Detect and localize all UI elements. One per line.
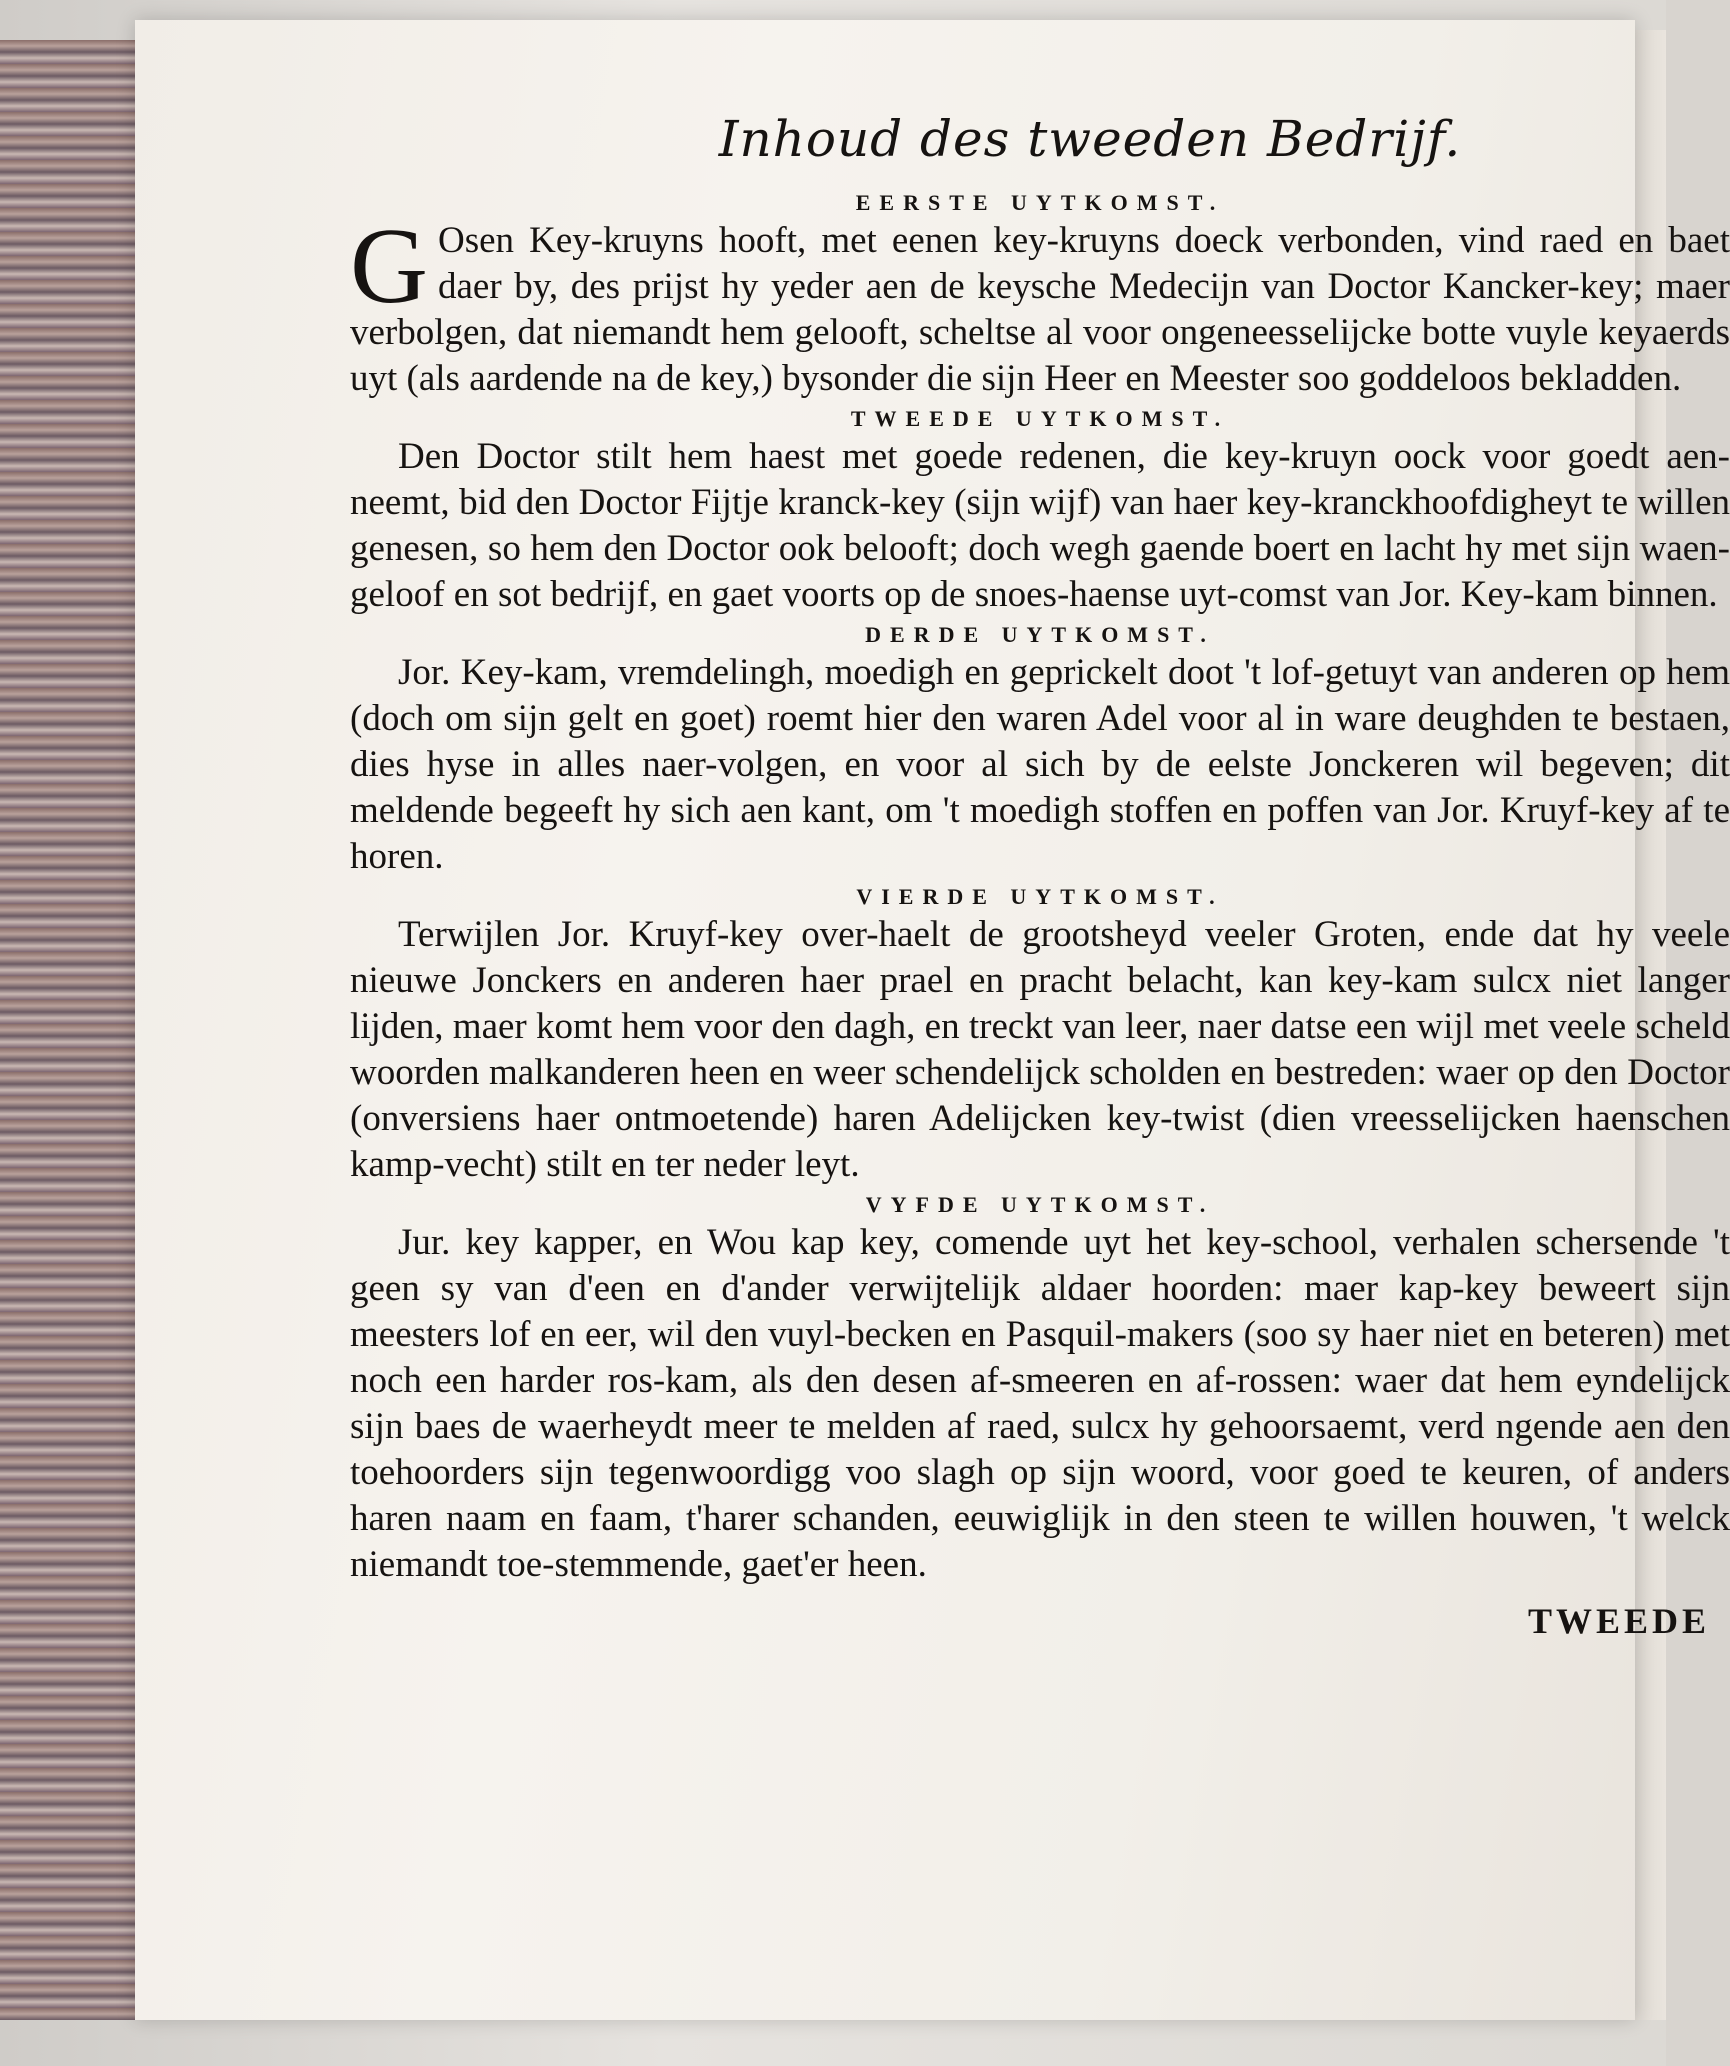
section-4 (350, 882, 1730, 1188)
drop-cap: G (350, 207, 428, 326)
section-heading: TWEEDE UYTKOMST. (850, 406, 1230, 431)
section-heading: VYFDE UYTKOMST. (865, 1192, 1215, 1217)
section-body: Osen Key-kruyns hooft, met eenen key-kruyns doeck verbonden, vind raed en baet daer by, des prijst hy yeder aen de keysche Medecijn van Doctor Kancker-key; maer verbolgen, dat niemandt hem gelooft, scheltse al voor ongeneesselijcke botte vuyle keyaerds uyt (als aardende na de key,) bysonder die sijn Heer en Meester soo goddeloos bekladden. (350, 220, 1730, 399)
section-heading: DERDE UYTKOMST. (865, 622, 1215, 647)
section-text: Den Doctor stilt hem haest met goede redenen, die key-kruyn oock voor goedt aen-neemt, bid den Doctor Fijtje kranck-key (sijn wijf) van haer key-kranckhoofdigheyt te willen genesen, so hem den Doctor ook belooft; doch wegh gaende boert en lacht hy met sijn waen-geloof en sot bedrijf, en gaet voorts op de snoes-haense uyt-comst van Jor. Key-kam binnen. (350, 436, 1730, 615)
section-2 (350, 404, 1730, 618)
section-5 (350, 1190, 1730, 1588)
catchword: TWEEDE (1527, 1601, 1710, 1641)
section-1 (350, 188, 1730, 402)
section-heading: VIERDE UYTKOMST. (856, 884, 1224, 909)
page-title: Inhoud des tweeden Bedrijf. (718, 110, 1462, 168)
section-heading: EERSTE UYTKOMST. (855, 190, 1225, 215)
book-page-edges (0, 40, 153, 2020)
section-text (350, 207, 1730, 402)
section-text: Jur. key kapper, en Wou kap key, comende uyt het key-school, verhalen schersende 't geen sy van d'een en d'ander verwijtelijk aldaer hoorden: maer kap-key beweert sijn meesters lof en eer, wil den vuyl-becken en Pasquil-makers (soo sy haer niet en beteren) met noch een harder ros-kam, als den desen af-smeeren en af-rossen: waer dat hem eyndelijck sijn baes de waerheydt meer te melden af raed, sulcx hy gehoorsaemt, verd ngende aen den toehoorders sijn tegenwoordigg voo slagh op sijn woord, voor goed te keuren, of anders haren naam en faam, t'harer schanden, eeuwiglijk in den steen te willen houwen, 't welck niemandt toe-stemmende, gaet'er heen. (350, 1222, 1730, 1585)
page-content (350, 110, 1730, 1642)
section-text: Terwijlen Jor. Kruyf-key over-haelt de grootsheyd veeler Groten, ende dat hy veele nieuwe Jonckers en anderen haer prael en pracht belacht, kan key-kam sulcx niet langer lijden, maer komt hem voor den dagh, en treckt van leer, naer datse een wijl met veele scheld woorden malkanderen heen en weer schendelijck scholden en bestreden: waer op den Doctor (onversiens haer ontmoetende) haren Adelijcken key-twist (dien vreesselijcken haenschen kamp-vecht) stilt en ter neder leyt. (350, 914, 1730, 1185)
section-text: Jor. Key-kam, vremdelingh, moedigh en geprickelt doot 't lof-getuyt van anderen op hem (doch om sijn gelt en goet) roemt hier den waren Adel voor al in ware deughden te bestaen, dies hyse in alles naer-volgen, en voor al sich by de eelste Jonckeren wil begeven; dit meldende begeeft hy sich aen kant, om 't moedigh stoffen en poffen van Jor. Kruyf-key af te horen. (350, 652, 1730, 877)
section-3 (350, 620, 1730, 880)
book-page (135, 20, 1730, 2020)
